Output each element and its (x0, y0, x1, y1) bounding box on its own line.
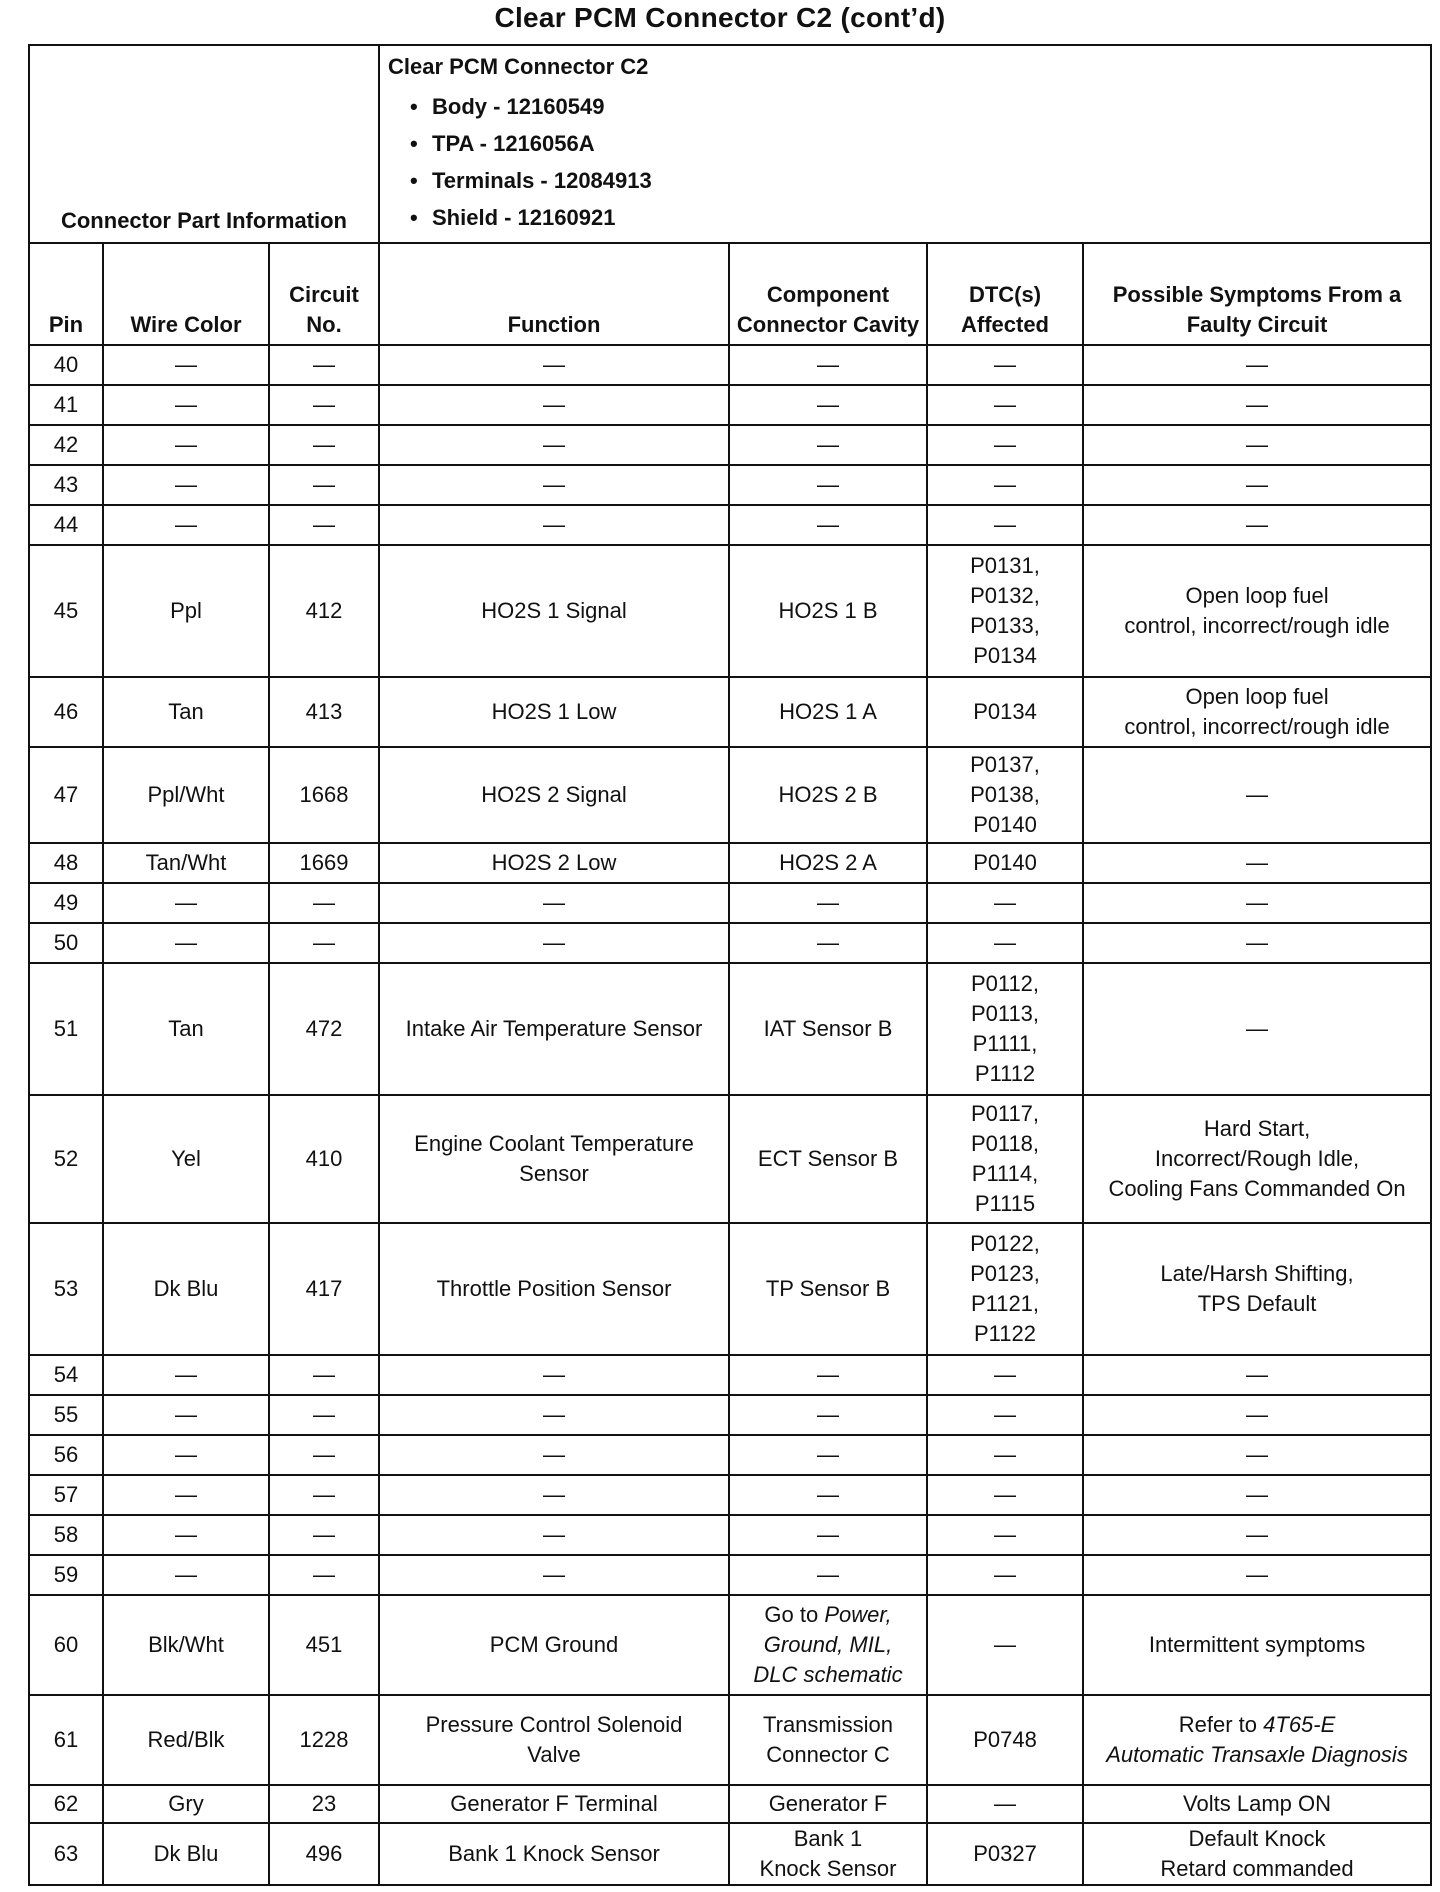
function-cell (379, 1095, 729, 1223)
cell-line: P1115 (974, 1191, 1036, 1216)
symptoms-cell (1083, 1223, 1431, 1355)
cell-line: P0133, (970, 613, 1040, 638)
wire-color-cell: Tan/Wht (103, 843, 269, 883)
function-cell: Intake Air Temperature Sensor (379, 963, 729, 1095)
cell-line: Sensor (519, 1161, 589, 1186)
pin-cell: 40 (29, 345, 103, 385)
dtc-cell: — (927, 385, 1083, 425)
symptoms-cell: — (1083, 385, 1431, 425)
symptoms-cell: — (1083, 1555, 1431, 1595)
cell-line: Cooling Fans Commanded On (1108, 1176, 1406, 1201)
symptoms-cell: — (1083, 843, 1431, 883)
col-header-circuit: Circuit No. (269, 243, 379, 345)
cell-line: P1112 (974, 1061, 1036, 1086)
cell-line: DLC schematic (753, 1662, 903, 1687)
function-cell: HO2S 1 Low (379, 677, 729, 747)
cell-line: Late/Harsh Shifting, (1160, 1261, 1354, 1286)
function-cell: Throttle Position Sensor (379, 1223, 729, 1355)
pin-cell: 57 (29, 1475, 103, 1515)
cell-line: P0138, (970, 782, 1040, 807)
cell-line: Transmission (763, 1712, 893, 1737)
dtc-cell: P0140 (927, 843, 1083, 883)
cavity-cell: HO2S 2 A (729, 843, 927, 883)
col-header-function: Function (379, 243, 729, 345)
circuit-cell: — (269, 1355, 379, 1395)
table-row (29, 1355, 1431, 1395)
cavity-cell: — (729, 385, 927, 425)
cell-line: Refer to 4T65-E (1178, 1712, 1336, 1737)
circuit-cell: — (269, 1435, 379, 1475)
table-row (29, 1695, 1431, 1785)
col-header-pin: Pin (29, 243, 103, 345)
cell-line: Incorrect/Rough Idle, (1154, 1146, 1360, 1171)
circuit-cell: — (269, 1555, 379, 1595)
dtc-cell: P0327 (927, 1823, 1083, 1885)
table-row (29, 963, 1431, 1095)
symptoms-cell: — (1083, 505, 1431, 545)
dtc-cell: — (927, 345, 1083, 385)
symptoms-cell: — (1083, 1435, 1431, 1475)
dtc-cell (927, 747, 1083, 843)
dtc-cell: — (927, 1395, 1083, 1435)
wire-color-cell: — (103, 1355, 269, 1395)
dtc-cell (927, 963, 1083, 1095)
table-row (29, 1515, 1431, 1555)
circuit-cell: 23 (269, 1785, 379, 1823)
wire-color-cell: — (103, 465, 269, 505)
cell-line: P0117, (970, 1101, 1040, 1126)
pin-cell: 44 (29, 505, 103, 545)
symptoms-cell: — (1083, 883, 1431, 923)
dtc-cell (927, 545, 1083, 677)
pin-cell: 47 (29, 747, 103, 843)
cell-line: P0137, (970, 752, 1040, 777)
table-row (29, 923, 1431, 963)
wire-color-cell: — (103, 345, 269, 385)
wire-color-cell: — (103, 1395, 269, 1435)
function-cell: — (379, 1355, 729, 1395)
wire-color-cell: — (103, 1475, 269, 1515)
wire-color-cell: — (103, 425, 269, 465)
wire-color-cell: — (103, 883, 269, 923)
function-cell: — (379, 923, 729, 963)
cell-line: Bank 1 (793, 1826, 863, 1851)
pin-cell: 59 (29, 1555, 103, 1595)
connector-info-heading: Clear PCM Connector C2 (388, 54, 649, 79)
cell-line: Ground, MIL, (763, 1632, 893, 1657)
table-row (29, 843, 1431, 883)
cell-line: P1121, (970, 1291, 1040, 1316)
function-cell: — (379, 385, 729, 425)
wire-color-cell: Ppl/Wht (103, 747, 269, 843)
pin-cell: 52 (29, 1095, 103, 1223)
function-cell: PCM Ground (379, 1595, 729, 1695)
pin-cell: 49 (29, 883, 103, 923)
pin-cell: 51 (29, 963, 103, 1095)
symptoms-cell: — (1083, 923, 1431, 963)
cavity-cell: — (729, 465, 927, 505)
connector-info-row (29, 45, 1431, 243)
table-row (29, 677, 1431, 747)
cavity-cell: — (729, 1555, 927, 1595)
pin-cell: 63 (29, 1823, 103, 1885)
wire-color-cell: — (103, 923, 269, 963)
wire-color-cell: — (103, 505, 269, 545)
pin-cell: 41 (29, 385, 103, 425)
col-header-cavity: Component Connector Cavity (729, 243, 927, 345)
cavity-cell: TP Sensor B (729, 1223, 927, 1355)
function-cell: — (379, 1555, 729, 1595)
dtc-cell: — (927, 1555, 1083, 1595)
connector-info-item: • Body - 12160549 (432, 88, 1422, 125)
circuit-cell: — (269, 505, 379, 545)
cell-line: P0131, (970, 553, 1040, 578)
function-cell: — (379, 1435, 729, 1475)
cell-line: Default Knock (1188, 1826, 1326, 1851)
connector-info-item: • Shield - 12160921 (432, 199, 1422, 236)
circuit-cell: — (269, 345, 379, 385)
pin-cell: 55 (29, 1395, 103, 1435)
symptoms-cell: — (1083, 1395, 1431, 1435)
symptoms-cell: — (1083, 747, 1431, 843)
table-row (29, 1095, 1431, 1223)
table-row (29, 747, 1431, 843)
table-row (29, 465, 1431, 505)
function-cell: HO2S 2 Low (379, 843, 729, 883)
cavity-cell: — (729, 923, 927, 963)
cavity-cell: Generator F (729, 1785, 927, 1823)
table-row (29, 1823, 1431, 1885)
pin-cell: 56 (29, 1435, 103, 1475)
cavity-cell: — (729, 1355, 927, 1395)
cavity-cell (729, 1595, 927, 1695)
wire-color-cell: — (103, 1435, 269, 1475)
table-row (29, 1555, 1431, 1595)
cell-line: Knock Sensor (759, 1856, 897, 1881)
function-cell: Bank 1 Knock Sensor (379, 1823, 729, 1885)
cell-line: Valve (527, 1742, 581, 1767)
dtc-cell: — (927, 505, 1083, 545)
pin-cell: 61 (29, 1695, 103, 1785)
wire-color-cell: Tan (103, 677, 269, 747)
cell-line: Automatic Transaxle Diagnosis (1106, 1742, 1408, 1767)
wire-color-cell: Dk Blu (103, 1223, 269, 1355)
wire-color-cell: — (103, 385, 269, 425)
cavity-cell: — (729, 1395, 927, 1435)
cavity-cell: — (729, 1475, 927, 1515)
cavity-cell: IAT Sensor B (729, 963, 927, 1095)
symptoms-cell: — (1083, 1355, 1431, 1395)
pin-cell: 43 (29, 465, 103, 505)
pin-cell: 50 (29, 923, 103, 963)
table-row (29, 1475, 1431, 1515)
cavity-cell: HO2S 1 A (729, 677, 927, 747)
dtc-cell (927, 1223, 1083, 1355)
cavity-cell: — (729, 1515, 927, 1555)
symptoms-cell (1083, 545, 1431, 677)
pin-cell: 48 (29, 843, 103, 883)
table-row (29, 345, 1431, 385)
table-row (29, 1595, 1431, 1695)
dtc-cell: — (927, 1475, 1083, 1515)
symptoms-cell: — (1083, 345, 1431, 385)
function-cell: Generator F Terminal (379, 1785, 729, 1823)
circuit-cell: 412 (269, 545, 379, 677)
cell-line: Hard Start, (1203, 1116, 1311, 1141)
symptoms-cell: — (1083, 465, 1431, 505)
pin-cell: 46 (29, 677, 103, 747)
dtc-cell (927, 1095, 1083, 1223)
dtc-cell: P0134 (927, 677, 1083, 747)
circuit-cell: — (269, 1515, 379, 1555)
cell-line: P1114, (971, 1161, 1039, 1186)
circuit-cell: — (269, 1475, 379, 1515)
function-cell: — (379, 345, 729, 385)
cell-line: control, incorrect/rough idle (1124, 613, 1390, 638)
function-cell: HO2S 2 Signal (379, 747, 729, 843)
symptoms-cell (1083, 1695, 1431, 1785)
connector-info-label: Connector Part Information (29, 45, 379, 243)
circuit-cell: — (269, 465, 379, 505)
pin-cell: 42 (29, 425, 103, 465)
circuit-cell: 472 (269, 963, 379, 1095)
symptoms-cell: — (1083, 963, 1431, 1095)
circuit-cell: — (269, 883, 379, 923)
table-row (29, 1785, 1431, 1823)
dtc-cell: — (927, 465, 1083, 505)
wire-color-cell: Tan (103, 963, 269, 1095)
pin-cell: 62 (29, 1785, 103, 1823)
cell-line: TPS Default (1197, 1291, 1317, 1316)
symptoms-cell (1083, 1823, 1431, 1885)
wire-color-cell: Gry (103, 1785, 269, 1823)
col-header-dtc: DTC(s) Affected (927, 243, 1083, 345)
wire-color-cell: Ppl (103, 545, 269, 677)
cell-line: Engine Coolant Temperature (414, 1131, 694, 1156)
cavity-cell: — (729, 505, 927, 545)
circuit-cell: 413 (269, 677, 379, 747)
cavity-cell: — (729, 883, 927, 923)
pin-cell: 60 (29, 1595, 103, 1695)
circuit-cell: — (269, 385, 379, 425)
cell-line: P0122, (970, 1231, 1040, 1256)
cell-line: control, incorrect/rough idle (1124, 714, 1390, 739)
dtc-cell: — (927, 1595, 1083, 1695)
circuit-cell: 496 (269, 1823, 379, 1885)
connector-info-item: • Terminals - 12084913 (432, 162, 1422, 199)
circuit-cell: — (269, 1395, 379, 1435)
function-cell (379, 1695, 729, 1785)
table-row (29, 1435, 1431, 1475)
cell-line: Open loop fuel (1185, 583, 1329, 608)
cavity-cell: — (729, 1435, 927, 1475)
cell-line: P0134 (973, 643, 1037, 668)
symptoms-cell: — (1083, 425, 1431, 465)
wire-color-cell: — (103, 1515, 269, 1555)
dtc-cell: — (927, 1355, 1083, 1395)
col-header-wire-color: Wire Color (103, 243, 269, 345)
wire-color-cell: Red/Blk (103, 1695, 269, 1785)
circuit-cell: — (269, 923, 379, 963)
dtc-cell: P0748 (927, 1695, 1083, 1785)
cavity-cell: ECT Sensor B (729, 1095, 927, 1223)
cavity-cell: HO2S 1 B (729, 545, 927, 677)
pin-cell: 58 (29, 1515, 103, 1555)
function-cell: — (379, 425, 729, 465)
cell-line: P0123, (970, 1261, 1040, 1286)
cell-line: P1111, (972, 1031, 1038, 1056)
circuit-cell: 1228 (269, 1695, 379, 1785)
dtc-cell: — (927, 1435, 1083, 1475)
wire-color-cell: Dk Blu (103, 1823, 269, 1885)
cell-line: Retard commanded (1160, 1856, 1354, 1881)
function-cell: — (379, 505, 729, 545)
cell-line: P0113, (970, 1001, 1040, 1026)
table-row (29, 385, 1431, 425)
table-row (29, 505, 1431, 545)
cell-line: Connector C (766, 1742, 890, 1767)
connector-info-list (379, 45, 1431, 243)
symptoms-cell: — (1083, 1515, 1431, 1555)
cell-line: P0112, (970, 971, 1040, 996)
cavity-cell: — (729, 345, 927, 385)
dtc-cell: — (927, 923, 1083, 963)
pin-cell: 53 (29, 1223, 103, 1355)
circuit-cell: 1668 (269, 747, 379, 843)
cavity-cell (729, 1823, 927, 1885)
cell-line: Go to Power, (764, 1602, 892, 1627)
table-row (29, 425, 1431, 465)
function-cell: — (379, 465, 729, 505)
circuit-cell: 410 (269, 1095, 379, 1223)
symptoms-cell (1083, 1095, 1431, 1223)
table-row (29, 1223, 1431, 1355)
cell-line: P0140 (973, 812, 1037, 837)
circuit-cell: 1669 (269, 843, 379, 883)
symptoms-cell: — (1083, 1475, 1431, 1515)
function-cell: — (379, 1475, 729, 1515)
function-cell: — (379, 1395, 729, 1435)
dtc-cell: — (927, 1785, 1083, 1823)
table-row (29, 545, 1431, 677)
connector-info-item: • TPA - 1216056A (432, 125, 1422, 162)
header-row (29, 243, 1431, 345)
cell-line: P0118, (970, 1131, 1040, 1156)
wire-color-cell: Blk/Wht (103, 1595, 269, 1695)
cell-line: P1122 (974, 1321, 1036, 1346)
symptoms-cell: Intermittent symptoms (1083, 1595, 1431, 1695)
pin-cell: 45 (29, 545, 103, 677)
cavity-cell: HO2S 2 B (729, 747, 927, 843)
function-cell: — (379, 1515, 729, 1555)
pin-cell: 54 (29, 1355, 103, 1395)
page-title: Clear PCM Connector C2 (cont’d) (494, 2, 946, 33)
circuit-cell: 417 (269, 1223, 379, 1355)
dtc-cell: — (927, 1515, 1083, 1555)
cavity-cell: — (729, 425, 927, 465)
cell-line: P0132, (970, 583, 1040, 608)
cell-line: Pressure Control Solenoid (425, 1712, 683, 1737)
col-header-symptoms: Possible Symptoms From a Faulty Circuit (1083, 243, 1431, 345)
circuit-cell: — (269, 425, 379, 465)
function-cell: — (379, 883, 729, 923)
symptoms-cell: Volts Lamp ON (1083, 1785, 1431, 1823)
dtc-cell: — (927, 425, 1083, 465)
table-row (29, 883, 1431, 923)
circuit-cell: 451 (269, 1595, 379, 1695)
wire-color-cell: — (103, 1555, 269, 1595)
symptoms-cell (1083, 677, 1431, 747)
cavity-cell (729, 1695, 927, 1785)
cell-line: Open loop fuel (1185, 684, 1329, 709)
pin-table (28, 44, 1432, 1886)
dtc-cell: — (927, 883, 1083, 923)
wire-color-cell: Yel (103, 1095, 269, 1223)
table-row (29, 1395, 1431, 1435)
function-cell: HO2S 1 Signal (379, 545, 729, 677)
